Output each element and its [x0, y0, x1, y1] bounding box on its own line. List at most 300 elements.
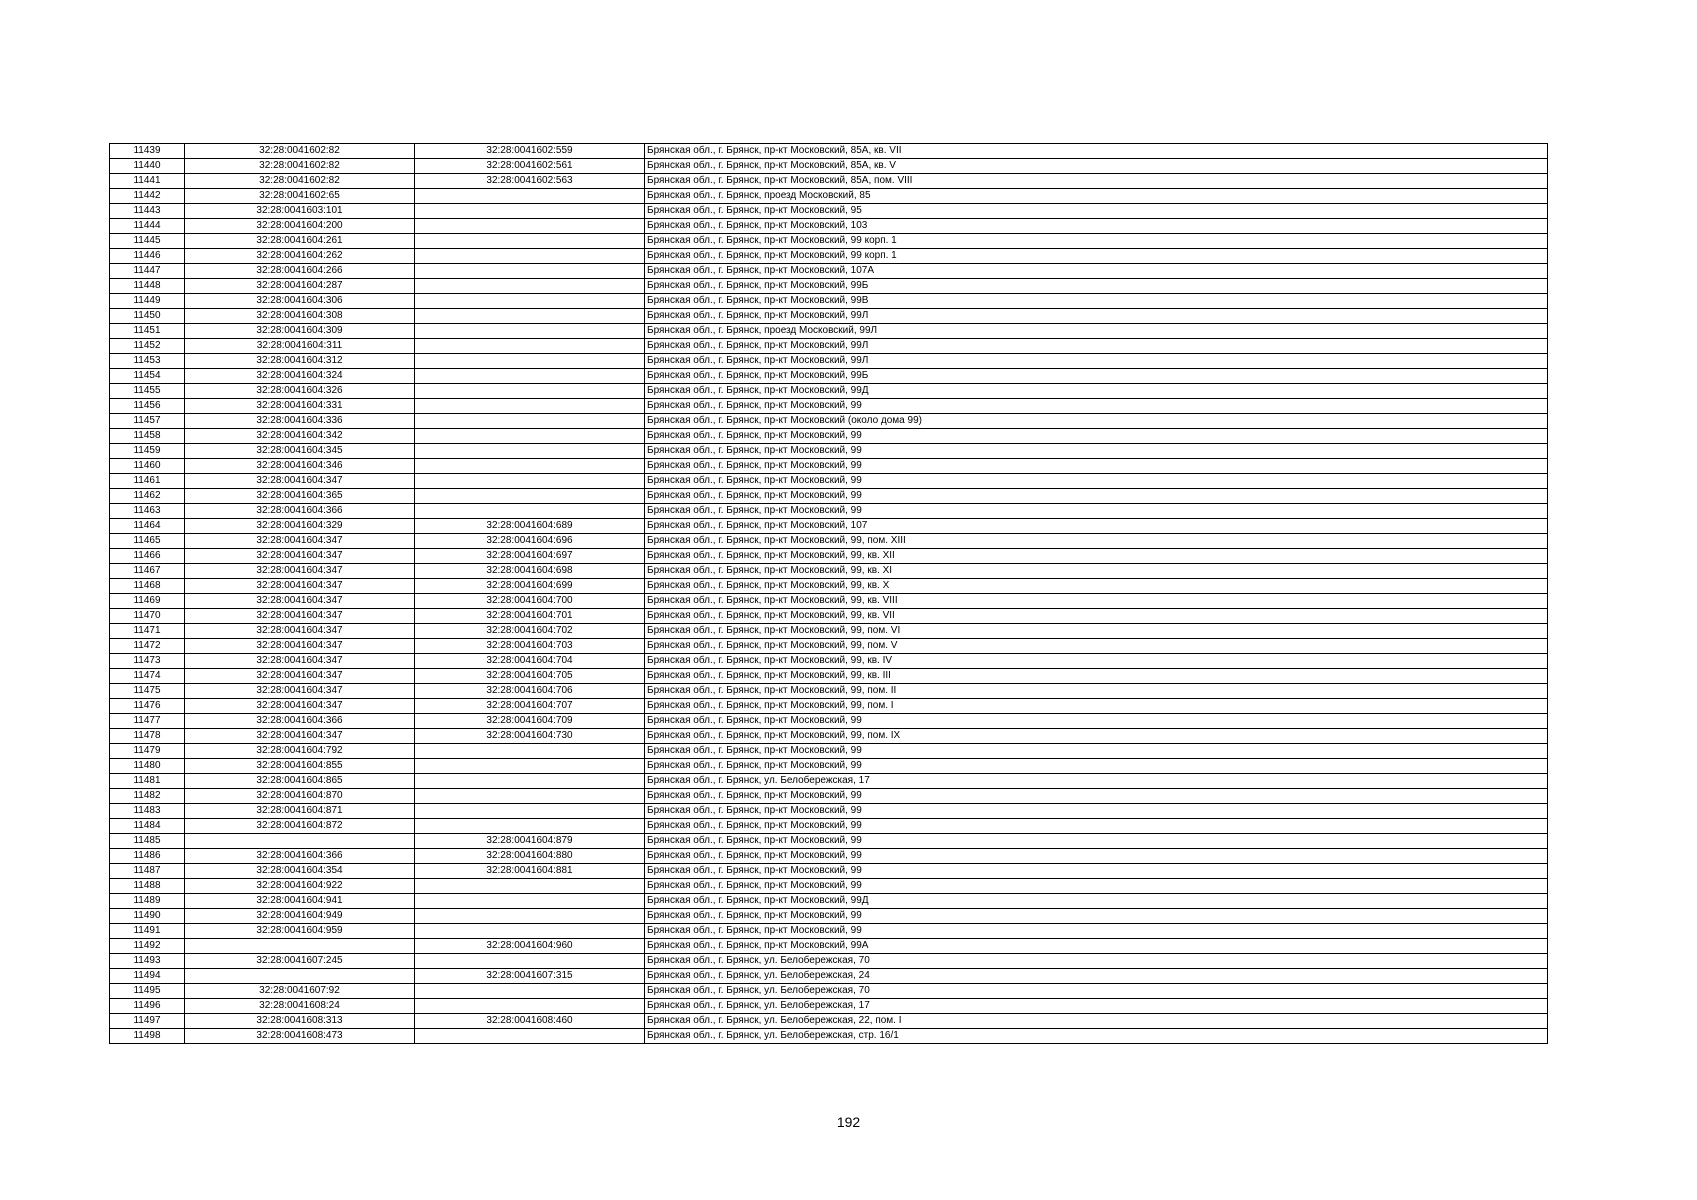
row-number-cell: 11454 [110, 369, 185, 384]
address-cell: Брянская обл., г. Брянск, пр-кт Московский, 99 [645, 489, 1548, 504]
address-cell: Брянская обл., г. Брянск, пр-кт Московский, 99 [645, 474, 1548, 489]
address-cell: Брянская обл., г. Брянск, пр-кт Московский, 99А [645, 939, 1548, 954]
row-number-cell: 11473 [110, 654, 185, 669]
parcel-cadastral-number-cell: 32:28:0041604:347 [185, 669, 415, 684]
parcel-cadastral-number-cell [185, 969, 415, 984]
parcel-cadastral-number-cell: 32:28:0041604:262 [185, 249, 415, 264]
row-number-cell: 11449 [110, 294, 185, 309]
object-cadastral-number-cell: 32:28:0041604:702 [415, 624, 645, 639]
object-cadastral-number-cell [415, 459, 645, 474]
table-row [110, 594, 1548, 609]
object-cadastral-number-cell [415, 279, 645, 294]
address-cell: Брянская обл., г. Брянск, пр-кт Московский, 99 [645, 429, 1548, 444]
parcel-cadastral-number-cell: 32:28:0041604:347 [185, 609, 415, 624]
row-number-cell: 11479 [110, 744, 185, 759]
parcel-cadastral-number-cell: 32:28:0041604:366 [185, 714, 415, 729]
parcel-cadastral-number-cell: 32:28:0041604:287 [185, 279, 415, 294]
object-cadastral-number-cell [415, 294, 645, 309]
table-row [110, 834, 1548, 849]
parcel-cadastral-number-cell: 32:28:0041604:347 [185, 699, 415, 714]
row-number-cell: 11497 [110, 1014, 185, 1029]
object-cadastral-number-cell [415, 204, 645, 219]
object-cadastral-number-cell [415, 744, 645, 759]
row-number-cell: 11455 [110, 384, 185, 399]
table-row [110, 729, 1548, 744]
row-number-cell: 11458 [110, 429, 185, 444]
object-cadastral-number-cell [415, 1029, 645, 1044]
address-cell: Брянская обл., г. Брянск, пр-кт Московский, 99 [645, 759, 1548, 774]
row-number-cell: 11463 [110, 504, 185, 519]
object-cadastral-number-cell: 32:28:0041604:704 [415, 654, 645, 669]
object-cadastral-number-cell: 32:28:0041604:709 [415, 714, 645, 729]
row-number-cell: 11472 [110, 639, 185, 654]
address-cell: Брянская обл., г. Брянск, пр-кт Московский, 99Л [645, 354, 1548, 369]
object-cadastral-number-cell [415, 249, 645, 264]
row-number-cell: 11486 [110, 849, 185, 864]
parcel-cadastral-number-cell: 32:28:0041607:92 [185, 984, 415, 999]
address-cell: Брянская обл., г. Брянск, пр-кт Московский, 99, пом. IX [645, 729, 1548, 744]
address-cell: Брянская обл., г. Брянск, пр-кт Московский, 99 [645, 504, 1548, 519]
parcel-cadastral-number-cell: 32:28:0041604:949 [185, 909, 415, 924]
row-number-cell: 11476 [110, 699, 185, 714]
parcel-cadastral-number-cell: 32:28:0041607:245 [185, 954, 415, 969]
table-row [110, 534, 1548, 549]
address-cell: Брянская обл., г. Брянск, пр-кт Московский, 85А, кв. VII [645, 144, 1548, 159]
table-row [110, 624, 1548, 639]
object-cadastral-number-cell [415, 264, 645, 279]
object-cadastral-number-cell: 32:28:0041604:700 [415, 594, 645, 609]
row-number-cell: 11496 [110, 999, 185, 1014]
object-cadastral-number-cell [415, 219, 645, 234]
address-cell: Брянская обл., г. Брянск, пр-кт Московский, 99Д [645, 894, 1548, 909]
parcel-cadastral-number-cell: 32:28:0041604:345 [185, 444, 415, 459]
object-cadastral-number-cell: 32:28:0041604:880 [415, 849, 645, 864]
page-number: 192 [836, 1114, 861, 1130]
address-cell: Брянская обл., г. Брянск, пр-кт Московский, 99Б [645, 369, 1548, 384]
parcel-cadastral-number-cell: 32:28:0041608:313 [185, 1014, 415, 1029]
address-cell: Брянская обл., г. Брянск, пр-кт Московский, 99, пом. XIII [645, 534, 1548, 549]
table-row [110, 939, 1548, 954]
address-cell: Брянская обл., г. Брянск, пр-кт Московский, 85А, кв. V [645, 159, 1548, 174]
row-number-cell: 11461 [110, 474, 185, 489]
row-number-cell: 11494 [110, 969, 185, 984]
object-cadastral-number-cell: 32:28:0041604:881 [415, 864, 645, 879]
row-number-cell: 11489 [110, 894, 185, 909]
parcel-cadastral-number-cell: 32:28:0041604:347 [185, 684, 415, 699]
cadastral-table [109, 143, 1548, 1044]
table-row [110, 684, 1548, 699]
address-cell: Брянская обл., г. Брянск, пр-кт Московский, 99 [645, 744, 1548, 759]
row-number-cell: 11462 [110, 489, 185, 504]
address-cell: Брянская обл., г. Брянск, пр-кт Московский, 99 корп. 1 [645, 234, 1548, 249]
table-row [110, 399, 1548, 414]
object-cadastral-number-cell: 32:28:0041604:698 [415, 564, 645, 579]
address-cell: Брянская обл., г. Брянск, ул. Белобережская, 17 [645, 774, 1548, 789]
table-row [110, 324, 1548, 339]
parcel-cadastral-number-cell: 32:28:0041604:346 [185, 459, 415, 474]
address-cell: Брянская обл., г. Брянск, ул. Белобережская, 24 [645, 969, 1548, 984]
table-row [110, 999, 1548, 1014]
table-row [110, 759, 1548, 774]
object-cadastral-number-cell: 32:28:0041608:460 [415, 1014, 645, 1029]
row-number-cell: 11442 [110, 189, 185, 204]
address-cell: Брянская обл., г. Брянск, пр-кт Московский, 99 [645, 879, 1548, 894]
object-cadastral-number-cell: 32:28:0041604:697 [415, 549, 645, 564]
address-cell: Брянская обл., г. Брянск, ул. Белобережская, 70 [645, 954, 1548, 969]
parcel-cadastral-number-cell: 32:28:0041604:347 [185, 729, 415, 744]
address-cell: Брянская обл., г. Брянск, пр-кт Московский (около дома 99) [645, 414, 1548, 429]
parcel-cadastral-number-cell: 32:28:0041602:82 [185, 159, 415, 174]
row-number-cell: 11448 [110, 279, 185, 294]
parcel-cadastral-number-cell: 32:28:0041604:347 [185, 564, 415, 579]
table-row [110, 249, 1548, 264]
table-row [110, 309, 1548, 324]
object-cadastral-number-cell: 32:28:0041604:696 [415, 534, 645, 549]
parcel-cadastral-number-cell: 32:28:0041604:792 [185, 744, 415, 759]
row-number-cell: 11482 [110, 789, 185, 804]
object-cadastral-number-cell: 32:28:0041607:315 [415, 969, 645, 984]
parcel-cadastral-number-cell: 32:28:0041604:855 [185, 759, 415, 774]
address-cell: Брянская обл., г. Брянск, пр-кт Московский, 99, кв. X [645, 579, 1548, 594]
address-cell: Брянская обл., г. Брянск, пр-кт Московский, 107А [645, 264, 1548, 279]
table-row [110, 774, 1548, 789]
object-cadastral-number-cell: 32:28:0041604:730 [415, 729, 645, 744]
table-row [110, 984, 1548, 999]
parcel-cadastral-number-cell [185, 834, 415, 849]
table-row [110, 369, 1548, 384]
address-cell: Брянская обл., г. Брянск, ул. Белобережская, 22, пом. I [645, 1014, 1548, 1029]
table-row [110, 639, 1548, 654]
row-number-cell: 11457 [110, 414, 185, 429]
row-number-cell: 11495 [110, 984, 185, 999]
table-row [110, 819, 1548, 834]
address-cell: Брянская обл., г. Брянск, пр-кт Московский, 99, пом. VI [645, 624, 1548, 639]
table-row [110, 444, 1548, 459]
row-number-cell: 11465 [110, 534, 185, 549]
row-number-cell: 11487 [110, 864, 185, 879]
parcel-cadastral-number-cell: 32:28:0041604:941 [185, 894, 415, 909]
row-number-cell: 11483 [110, 804, 185, 819]
row-number-cell: 11445 [110, 234, 185, 249]
table-row [110, 414, 1548, 429]
table-row [110, 384, 1548, 399]
table-row [110, 1029, 1548, 1044]
table-row [110, 894, 1548, 909]
parcel-cadastral-number-cell: 32:28:0041604:922 [185, 879, 415, 894]
table-row [110, 714, 1548, 729]
parcel-cadastral-number-cell: 32:28:0041604:347 [185, 534, 415, 549]
object-cadastral-number-cell: 32:28:0041604:879 [415, 834, 645, 849]
table-row [110, 804, 1548, 819]
object-cadastral-number-cell [415, 984, 645, 999]
parcel-cadastral-number-cell: 32:28:0041604:366 [185, 504, 415, 519]
object-cadastral-number-cell [415, 759, 645, 774]
table-row [110, 339, 1548, 354]
parcel-cadastral-number-cell: 32:28:0041604:266 [185, 264, 415, 279]
address-cell: Брянская обл., г. Брянск, проезд Московский, 85 [645, 189, 1548, 204]
parcel-cadastral-number-cell: 32:28:0041603:101 [185, 204, 415, 219]
address-cell: Брянская обл., г. Брянск, пр-кт Московский, 99, кв. III [645, 669, 1548, 684]
parcel-cadastral-number-cell: 32:28:0041604:342 [185, 429, 415, 444]
row-number-cell: 11467 [110, 564, 185, 579]
object-cadastral-number-cell [415, 894, 645, 909]
parcel-cadastral-number-cell: 32:28:0041604:336 [185, 414, 415, 429]
address-cell: Брянская обл., г. Брянск, пр-кт Московский, 99 корп. 1 [645, 249, 1548, 264]
row-number-cell: 11485 [110, 834, 185, 849]
row-number-cell: 11480 [110, 759, 185, 774]
address-cell: Брянская обл., г. Брянск, пр-кт Московский, 99, кв. IV [645, 654, 1548, 669]
row-number-cell: 11460 [110, 459, 185, 474]
parcel-cadastral-number-cell: 32:28:0041604:365 [185, 489, 415, 504]
table-row [110, 954, 1548, 969]
object-cadastral-number-cell [415, 444, 645, 459]
row-number-cell: 11481 [110, 774, 185, 789]
row-number-cell: 11488 [110, 879, 185, 894]
parcel-cadastral-number-cell: 32:28:0041604:311 [185, 339, 415, 354]
address-cell: Брянская обл., г. Брянск, пр-кт Московский, 99 [645, 444, 1548, 459]
table-row [110, 174, 1548, 189]
object-cadastral-number-cell [415, 909, 645, 924]
object-cadastral-number-cell [415, 354, 645, 369]
parcel-cadastral-number-cell: 32:28:0041604:306 [185, 294, 415, 309]
object-cadastral-number-cell [415, 804, 645, 819]
parcel-cadastral-number-cell: 32:28:0041604:347 [185, 474, 415, 489]
table-row [110, 294, 1548, 309]
row-number-cell: 11474 [110, 669, 185, 684]
row-number-cell: 11439 [110, 144, 185, 159]
parcel-cadastral-number-cell: 32:28:0041604:347 [185, 624, 415, 639]
parcel-cadastral-number-cell: 32:28:0041604:871 [185, 804, 415, 819]
object-cadastral-number-cell: 32:28:0041604:699 [415, 579, 645, 594]
address-cell: Брянская обл., г. Брянск, пр-кт Московский, 99 [645, 459, 1548, 474]
table-row [110, 144, 1548, 159]
parcel-cadastral-number-cell: 32:28:0041604:870 [185, 789, 415, 804]
parcel-cadastral-number-cell: 32:28:0041604:347 [185, 594, 415, 609]
address-cell: Брянская обл., г. Брянск, пр-кт Московский, 99, пом. V [645, 639, 1548, 654]
address-cell: Брянская обл., г. Брянск, пр-кт Московский, 99 [645, 909, 1548, 924]
address-cell: Брянская обл., г. Брянск, пр-кт Московский, 99В [645, 294, 1548, 309]
table-row [110, 564, 1548, 579]
object-cadastral-number-cell [415, 429, 645, 444]
row-number-cell: 11446 [110, 249, 185, 264]
row-number-cell: 11464 [110, 519, 185, 534]
address-cell: Брянская обл., г. Брянск, пр-кт Московский, 99, кв. VIII [645, 594, 1548, 609]
table-row [110, 429, 1548, 444]
row-number-cell: 11470 [110, 609, 185, 624]
object-cadastral-number-cell [415, 774, 645, 789]
address-cell: Брянская обл., г. Брянск, пр-кт Московский, 95 [645, 204, 1548, 219]
object-cadastral-number-cell [415, 789, 645, 804]
object-cadastral-number-cell: 32:28:0041604:703 [415, 639, 645, 654]
table-row [110, 264, 1548, 279]
table-row [110, 549, 1548, 564]
row-number-cell: 11491 [110, 924, 185, 939]
row-number-cell: 11484 [110, 819, 185, 834]
table-row [110, 879, 1548, 894]
object-cadastral-number-cell [415, 999, 645, 1014]
table-row [110, 909, 1548, 924]
address-cell: Брянская обл., г. Брянск, пр-кт Московский, 99, кв. XII [645, 549, 1548, 564]
row-number-cell: 11478 [110, 729, 185, 744]
object-cadastral-number-cell [415, 489, 645, 504]
address-cell: Брянская обл., г. Брянск, пр-кт Московский, 99 [645, 789, 1548, 804]
object-cadastral-number-cell: 32:28:0041602:563 [415, 174, 645, 189]
object-cadastral-number-cell [415, 924, 645, 939]
table-row [110, 189, 1548, 204]
table-row [110, 459, 1548, 474]
address-cell: Брянская обл., г. Брянск, пр-кт Московский, 99Л [645, 339, 1548, 354]
table-row [110, 489, 1548, 504]
object-cadastral-number-cell: 32:28:0041604:689 [415, 519, 645, 534]
address-cell: Брянская обл., г. Брянск, пр-кт Московский, 99, пом. II [645, 684, 1548, 699]
table-row [110, 609, 1548, 624]
row-number-cell: 11490 [110, 909, 185, 924]
address-cell: Брянская обл., г. Брянск, пр-кт Московский, 85А, пом. VIII [645, 174, 1548, 189]
table-row [110, 504, 1548, 519]
address-cell: Брянская обл., г. Брянск, пр-кт Московский, 99 [645, 399, 1548, 414]
parcel-cadastral-number-cell: 32:28:0041604:329 [185, 519, 415, 534]
parcel-cadastral-number-cell: 32:28:0041604:309 [185, 324, 415, 339]
object-cadastral-number-cell: 32:28:0041604:701 [415, 609, 645, 624]
address-cell: Брянская обл., г. Брянск, пр-кт Московский, 99 [645, 864, 1548, 879]
row-number-cell: 11459 [110, 444, 185, 459]
object-cadastral-number-cell [415, 474, 645, 489]
row-number-cell: 11493 [110, 954, 185, 969]
object-cadastral-number-cell [415, 234, 645, 249]
parcel-cadastral-number-cell: 32:28:0041604:261 [185, 234, 415, 249]
table-row [110, 354, 1548, 369]
row-number-cell: 11450 [110, 309, 185, 324]
parcel-cadastral-number-cell: 32:28:0041602:82 [185, 144, 415, 159]
object-cadastral-number-cell: 32:28:0041604:706 [415, 684, 645, 699]
address-cell: Брянская обл., г. Брянск, пр-кт Московский, 99, пом. I [645, 699, 1548, 714]
table-row [110, 669, 1548, 684]
object-cadastral-number-cell [415, 879, 645, 894]
address-cell: Брянская обл., г. Брянск, пр-кт Московский, 99, кв. XI [645, 564, 1548, 579]
object-cadastral-number-cell: 32:28:0041604:705 [415, 669, 645, 684]
parcel-cadastral-number-cell: 32:28:0041604:959 [185, 924, 415, 939]
parcel-cadastral-number-cell [185, 939, 415, 954]
address-cell: Брянская обл., г. Брянск, пр-кт Московский, 99Б [645, 279, 1548, 294]
row-number-cell: 11440 [110, 159, 185, 174]
parcel-cadastral-number-cell: 32:28:0041604:872 [185, 819, 415, 834]
address-cell: Брянская обл., г. Брянск, пр-кт Московский, 99, кв. VII [645, 609, 1548, 624]
address-cell: Брянская обл., г. Брянск, пр-кт Московский, 99Л [645, 309, 1548, 324]
object-cadastral-number-cell [415, 504, 645, 519]
parcel-cadastral-number-cell: 32:28:0041604:200 [185, 219, 415, 234]
parcel-cadastral-number-cell: 32:28:0041604:308 [185, 309, 415, 324]
parcel-cadastral-number-cell: 32:28:0041608:473 [185, 1029, 415, 1044]
parcel-cadastral-number-cell: 32:28:0041604:347 [185, 639, 415, 654]
parcel-cadastral-number-cell: 32:28:0041604:326 [185, 384, 415, 399]
parcel-cadastral-number-cell: 32:28:0041604:312 [185, 354, 415, 369]
object-cadastral-number-cell: 32:28:0041602:561 [415, 159, 645, 174]
row-number-cell: 11471 [110, 624, 185, 639]
table-row [110, 279, 1548, 294]
table-row [110, 864, 1548, 879]
object-cadastral-number-cell [415, 399, 645, 414]
address-cell: Брянская обл., г. Брянск, ул. Белобережская, 17 [645, 999, 1548, 1014]
table-row [110, 789, 1548, 804]
parcel-cadastral-number-cell: 32:28:0041604:354 [185, 864, 415, 879]
address-cell: Брянская обл., г. Брянск, пр-кт Московский, 103 [645, 219, 1548, 234]
table-row [110, 219, 1548, 234]
row-number-cell: 11498 [110, 1029, 185, 1044]
row-number-cell: 11492 [110, 939, 185, 954]
table-row [110, 579, 1548, 594]
parcel-cadastral-number-cell: 32:28:0041604:347 [185, 549, 415, 564]
parcel-cadastral-number-cell: 32:28:0041604:324 [185, 369, 415, 384]
object-cadastral-number-cell [415, 819, 645, 834]
object-cadastral-number-cell: 32:28:0041602:559 [415, 144, 645, 159]
object-cadastral-number-cell [415, 324, 645, 339]
address-cell: Брянская обл., г. Брянск, пр-кт Московский, 99 [645, 849, 1548, 864]
address-cell: Брянская обл., г. Брянск, пр-кт Московский, 99 [645, 834, 1548, 849]
parcel-cadastral-number-cell: 32:28:0041604:865 [185, 774, 415, 789]
row-number-cell: 11469 [110, 594, 185, 609]
address-cell: Брянская обл., г. Брянск, пр-кт Московский, 99 [645, 804, 1548, 819]
address-cell: Брянская обл., г. Брянск, ул. Белобережская, 70 [645, 984, 1548, 999]
row-number-cell: 11456 [110, 399, 185, 414]
parcel-cadastral-number-cell: 32:28:0041602:82 [185, 174, 415, 189]
row-number-cell: 11447 [110, 264, 185, 279]
row-number-cell: 11441 [110, 174, 185, 189]
parcel-cadastral-number-cell: 32:28:0041604:347 [185, 654, 415, 669]
parcel-cadastral-number-cell: 32:28:0041604:331 [185, 399, 415, 414]
table-body [110, 144, 1548, 1044]
parcel-cadastral-number-cell: 32:28:0041602:65 [185, 189, 415, 204]
object-cadastral-number-cell [415, 339, 645, 354]
row-number-cell: 11468 [110, 579, 185, 594]
table-row [110, 699, 1548, 714]
table-row [110, 519, 1548, 534]
object-cadastral-number-cell [415, 369, 645, 384]
row-number-cell: 11477 [110, 714, 185, 729]
row-number-cell: 11444 [110, 219, 185, 234]
parcel-cadastral-number-cell: 32:28:0041608:24 [185, 999, 415, 1014]
object-cadastral-number-cell [415, 954, 645, 969]
object-cadastral-number-cell [415, 384, 645, 399]
address-cell: Брянская обл., г. Брянск, пр-кт Московский, 107 [645, 519, 1548, 534]
address-cell: Брянская обл., г. Брянск, пр-кт Московский, 99 [645, 924, 1548, 939]
row-number-cell: 11475 [110, 684, 185, 699]
table-row [110, 924, 1548, 939]
object-cadastral-number-cell [415, 309, 645, 324]
parcel-cadastral-number-cell: 32:28:0041604:347 [185, 579, 415, 594]
object-cadastral-number-cell: 32:28:0041604:960 [415, 939, 645, 954]
parcel-cadastral-number-cell: 32:28:0041604:366 [185, 849, 415, 864]
table-row [110, 204, 1548, 219]
table-row [110, 744, 1548, 759]
table-row [110, 1014, 1548, 1029]
address-cell: Брянская обл., г. Брянск, пр-кт Московский, 99 [645, 819, 1548, 834]
object-cadastral-number-cell: 32:28:0041604:707 [415, 699, 645, 714]
table-row [110, 474, 1548, 489]
object-cadastral-number-cell [415, 414, 645, 429]
table-row [110, 159, 1548, 174]
table-row [110, 234, 1548, 249]
table-row [110, 849, 1548, 864]
address-cell: Брянская обл., г. Брянск, пр-кт Московский, 99 [645, 714, 1548, 729]
table-row [110, 969, 1548, 984]
address-cell: Брянская обл., г. Брянск, ул. Белобережская, стр. 16/1 [645, 1029, 1548, 1044]
object-cadastral-number-cell [415, 189, 645, 204]
row-number-cell: 11452 [110, 339, 185, 354]
row-number-cell: 11466 [110, 549, 185, 564]
row-number-cell: 11453 [110, 354, 185, 369]
address-cell: Брянская обл., г. Брянск, проезд Московский, 99Л [645, 324, 1548, 339]
address-cell: Брянская обл., г. Брянск, пр-кт Московский, 99Д [645, 384, 1548, 399]
